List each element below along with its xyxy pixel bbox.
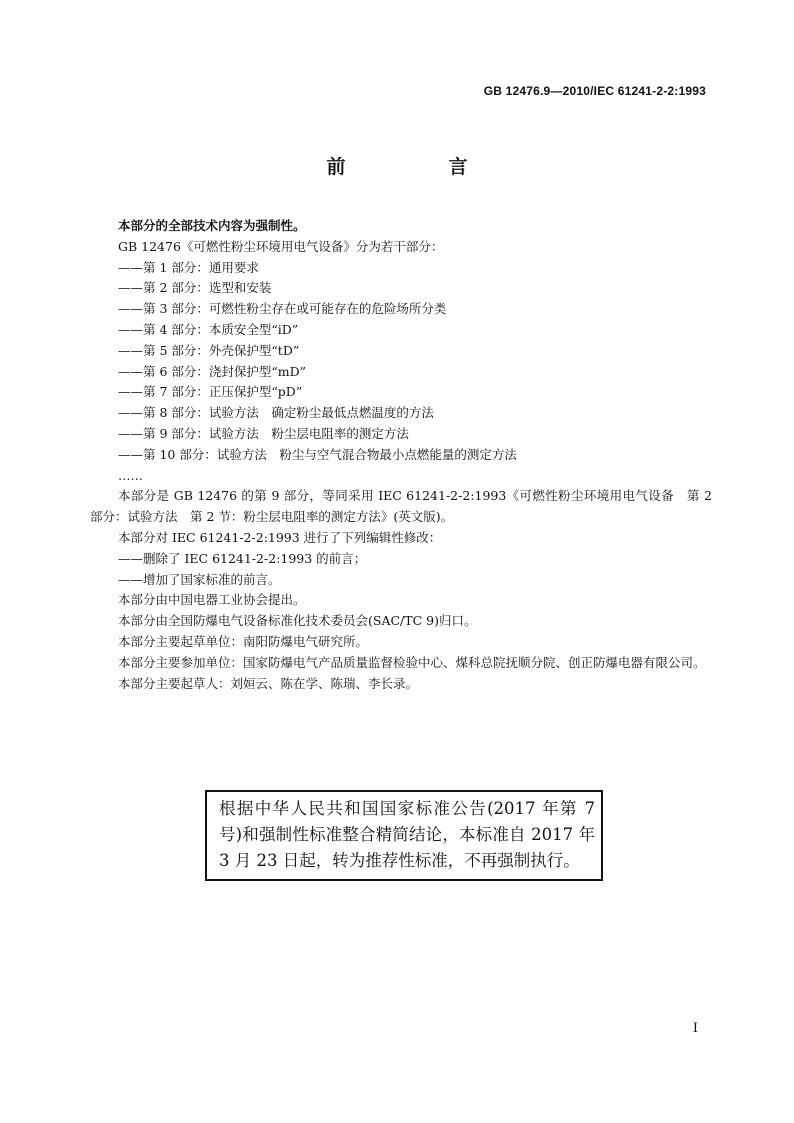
list-item-part-9: ——第 9 部分：试验方法 粉尘层电阻率的测定方法 xyxy=(118,425,409,441)
list-item-part-8: ——第 8 部分：试验方法 确定粉尘最低点燃温度的方法 xyxy=(118,405,434,421)
paragraph-series-intro: GB 12476《可燃性粉尘环境用电气设备》分为若干部分： xyxy=(118,238,444,254)
list-item-part-4: ——第 4 部分：本质安全型“iD” xyxy=(118,321,299,337)
page-number: I xyxy=(692,1021,698,1036)
list-item-part-3: ——第 3 部分：可燃性粉尘存在或可能存在的危险场所分类 xyxy=(118,301,447,317)
paragraph-editorial-changes: 本部分对 IEC 61241-2-2:1993 进行了下列编辑性修改： xyxy=(118,529,442,545)
status-notice-box: 根据中华人民共和国国家标准公告(2017 年第 7 号)和强制性标准整合精简结论，本标准自 2017 年 3 月 23 日起，转为推荐性标准，不再强制执行。 xyxy=(205,790,603,881)
list-item-part-6: ——第 6 部分：浇封保护型“mD” xyxy=(118,363,307,379)
paragraph-proposer: 本部分由中国电器工业协会提出。 xyxy=(118,592,306,608)
paragraph-adoption: 本部分是 GB 12476 的第 9 部分，等同采用 IEC 61241-2-2:1993《可燃性粉尘环境用电气设备 第 2 部分：试验方法 第 2 节：粉尘层电阻率的测定方法》(英文版)。 xyxy=(90,488,712,525)
paragraph-participating-units: 本部分主要参加单位：国家防爆电气产品质量监督检验中心、煤科总院抚顺分院、创正防爆电器有限公司。 xyxy=(118,654,706,670)
list-ellipsis: …… xyxy=(118,467,143,483)
standard-code: GB 12476.9—2010/IEC 61241-2-2:1993 xyxy=(483,84,706,98)
paragraph-committee: 本部分由全国防爆电气设备标准化技术委员会(SAC/TC 9)归口。 xyxy=(118,613,477,629)
list-item-part-1: ——第 1 部分：通用要求 xyxy=(118,259,259,275)
foreword-body xyxy=(90,216,712,694)
list-item-part-7: ——第 7 部分：正压保护型“pD” xyxy=(118,384,303,400)
paragraph-mandatory-statement: 本部分的全部技术内容为强制性。 xyxy=(118,218,306,233)
list-item-change-1: ——删除了 IEC 61241-2-2:1993 的前言； xyxy=(118,550,367,566)
list-item-change-2: ——增加了国家标准的前言。 xyxy=(118,571,281,587)
paragraph-drafting-unit: 本部分主要起草单位：南阳防爆电气研究所。 xyxy=(118,633,369,649)
list-item-part-5: ——第 5 部分：外壳保护型“tD” xyxy=(118,342,300,358)
paragraph-drafters: 本部分主要起草人：刘姮云、陈在学、陈瑞、李长录。 xyxy=(118,675,419,691)
list-item-part-2: ——第 2 部分：选型和安装 xyxy=(118,280,272,296)
page-title: 前 言 xyxy=(326,156,510,178)
list-item-part-10: ——第 10 部分：试验方法 粉尘与空气混合物最小点燃能量的测定方法 xyxy=(118,446,517,462)
